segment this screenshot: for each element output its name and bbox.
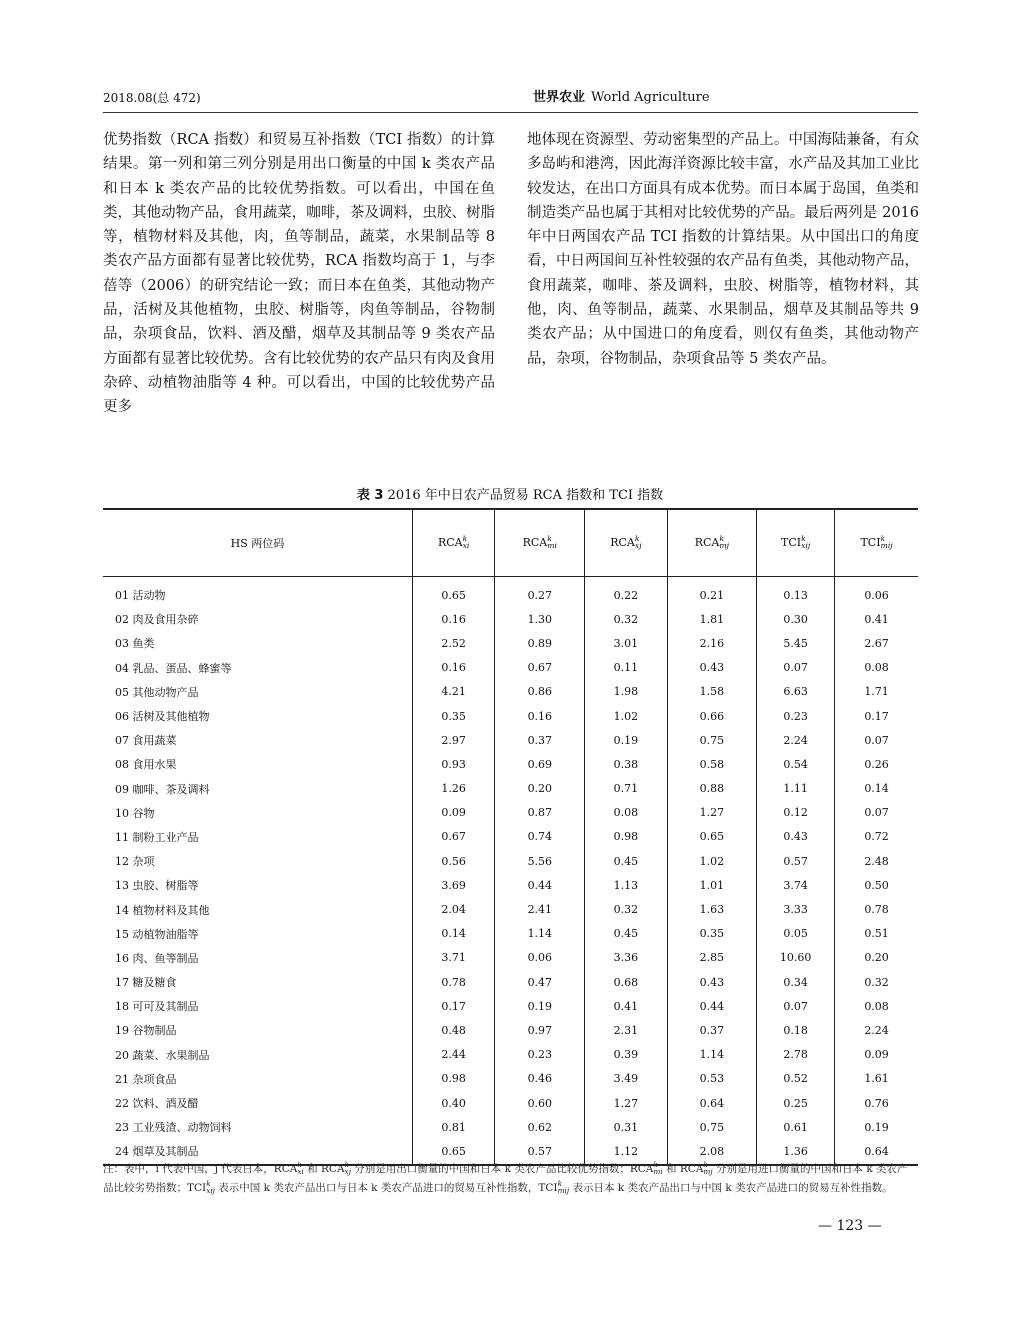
index-value-cell: 6.63 bbox=[757, 680, 835, 704]
hs-code-cell: 19 谷物制品 bbox=[115, 1024, 177, 1038]
table-body bbox=[103, 577, 918, 1165]
table-row bbox=[103, 946, 918, 970]
index-value-cell: 0.32 bbox=[835, 970, 918, 994]
hs-code-cell: 04 乳品、蛋品、蜂蜜等 bbox=[115, 661, 232, 675]
hs-code-cell: 24 烟草及其制品 bbox=[103, 1139, 412, 1164]
index-value-cell: 0.88 bbox=[667, 777, 757, 801]
table-row bbox=[103, 1043, 918, 1067]
index-value-cell: 0.67 bbox=[495, 656, 585, 680]
index-value-cell: 0.71 bbox=[585, 777, 667, 801]
index-value-cell: 2.31 bbox=[585, 1018, 667, 1042]
journal-title-cn: 世界农业 bbox=[533, 90, 586, 105]
index-value-cell: 0.20 bbox=[835, 946, 918, 970]
index-value-cell: 0.67 bbox=[412, 825, 495, 849]
index-value-cell: 2.41 bbox=[495, 897, 585, 921]
index-value-cell: 0.62 bbox=[495, 1115, 585, 1139]
hs-code-cell: 21 杂项食品 bbox=[115, 1072, 177, 1086]
index-value-cell: 0.07 bbox=[757, 656, 835, 680]
index-value-cell: 0.57 bbox=[495, 1139, 585, 1164]
index-value-cell: 2.24 bbox=[757, 728, 835, 752]
index-value-cell: 0.34 bbox=[757, 970, 835, 994]
table-row bbox=[103, 752, 918, 776]
hs-code-cell: 23 工业残渣、动物饲料 bbox=[115, 1121, 232, 1135]
table-note-text: 注：表中，i 代表中国，j 代表日本，RCA k xi 和 RCA k xj 分别是用出口衡量的中国和日本 k 类农产品比较优势指数；RCA k mi 和 RCA k mj 分别是用进口衡量的中国和日本 k 类农产品比较劣势指数；TCI k xij 表示中国 k 类农产品出口与日本 k 类农产品进口的贸易互补性指数，TCI k mij 表示日本 k 类农产品出口与中国 k 类农产品进口的贸易互补性指数。 bbox=[103, 1160, 908, 1195]
index-value-cell: 0.19 bbox=[835, 1115, 918, 1139]
index-value-cell: 0.35 bbox=[412, 704, 495, 728]
index-value-cell: 4.21 bbox=[412, 680, 495, 704]
index-value-cell: 0.72 bbox=[835, 825, 918, 849]
index-value-cell: 0.86 bbox=[495, 680, 585, 704]
index-value-cell: 0.48 bbox=[412, 1018, 495, 1042]
hs-code-cell: 07 食用蔬菜 bbox=[115, 734, 177, 748]
table-row bbox=[103, 1091, 918, 1115]
index-value-cell: 0.76 bbox=[835, 1091, 918, 1115]
table-row bbox=[103, 849, 918, 873]
index-value-cell: 0.78 bbox=[412, 970, 495, 994]
index-value-cell: 0.54 bbox=[757, 752, 835, 776]
index-value-cell: 0.58 bbox=[667, 752, 757, 776]
running-header bbox=[103, 86, 918, 110]
index-value-cell: 0.64 bbox=[835, 1139, 918, 1164]
index-value-cell: 0.14 bbox=[412, 922, 495, 946]
index-value-cell: 2.08 bbox=[667, 1139, 757, 1164]
index-value-cell: 0.98 bbox=[585, 825, 667, 849]
index-value-cell: 0.41 bbox=[835, 607, 918, 631]
hs-code-cell: 06 活树及其他植物 bbox=[115, 710, 210, 724]
index-value-cell: 0.44 bbox=[667, 994, 757, 1018]
index-value-cell: 3.01 bbox=[585, 631, 667, 655]
column-header: RCA k xi bbox=[412, 509, 495, 577]
index-value-cell: 0.39 bbox=[585, 1043, 667, 1067]
index-value-cell: 0.64 bbox=[667, 1091, 757, 1115]
index-value-cell: 0.30 bbox=[757, 607, 835, 631]
table-header-row bbox=[103, 509, 918, 577]
table-note bbox=[103, 1160, 918, 1198]
table-row bbox=[103, 777, 918, 801]
table-row bbox=[103, 922, 918, 946]
index-value-cell: 0.11 bbox=[585, 656, 667, 680]
index-value-cell: 0.05 bbox=[757, 922, 835, 946]
table-row bbox=[103, 1067, 918, 1091]
index-value-cell: 0.98 bbox=[412, 1067, 495, 1091]
index-value-cell: 1.61 bbox=[835, 1067, 918, 1091]
index-value-cell: 0.07 bbox=[835, 801, 918, 825]
index-value-cell: 1.36 bbox=[757, 1139, 835, 1164]
table-row bbox=[103, 577, 918, 608]
index-value-cell: 0.18 bbox=[757, 1018, 835, 1042]
index-value-cell: 0.37 bbox=[667, 1018, 757, 1042]
hs-code-cell: 05 其他动物产品 bbox=[115, 685, 199, 699]
hs-code-cell: 01 活动物 bbox=[115, 589, 166, 603]
index-value-cell: 0.19 bbox=[495, 994, 585, 1018]
index-value-cell: 2.97 bbox=[412, 728, 495, 752]
index-value-cell: 0.74 bbox=[495, 825, 585, 849]
journal-title bbox=[533, 86, 710, 105]
column-header: RCA k mj bbox=[667, 509, 757, 577]
index-value-cell: 0.09 bbox=[412, 801, 495, 825]
table-row bbox=[103, 1115, 918, 1139]
table-row bbox=[103, 994, 918, 1018]
index-value-cell: 1.26 bbox=[412, 777, 495, 801]
index-value-cell: 0.32 bbox=[585, 897, 667, 921]
index-value-cell: 0.87 bbox=[495, 801, 585, 825]
index-value-cell: 1.71 bbox=[835, 680, 918, 704]
index-value-cell: 1.02 bbox=[667, 849, 757, 873]
index-value-cell: 0.61 bbox=[757, 1115, 835, 1139]
index-value-cell: 0.69 bbox=[495, 752, 585, 776]
index-value-cell: 2.44 bbox=[412, 1043, 495, 1067]
hs-code-cell: 22 饮料、酒及醋 bbox=[115, 1097, 199, 1111]
table-row bbox=[103, 656, 918, 680]
index-value-cell: 1.11 bbox=[757, 777, 835, 801]
index-value-cell: 1.27 bbox=[667, 801, 757, 825]
index-value-cell: 0.57 bbox=[757, 849, 835, 873]
hs-code-cell: 09 咖啡、茶及调料 bbox=[115, 782, 210, 796]
index-value-cell: 1.14 bbox=[495, 922, 585, 946]
index-value-cell: 0.43 bbox=[667, 656, 757, 680]
index-value-cell: 2.04 bbox=[412, 897, 495, 921]
index-value-cell: 0.08 bbox=[585, 801, 667, 825]
index-value-cell: 0.65 bbox=[412, 577, 495, 608]
hs-code-cell: 18 可可及其制品 bbox=[115, 1000, 199, 1014]
body-column-right bbox=[527, 128, 919, 371]
hs-code-cell: 11 制粉工业产品 bbox=[115, 830, 199, 844]
index-value-cell: 0.65 bbox=[412, 1139, 495, 1164]
index-value-cell: 3.71 bbox=[412, 946, 495, 970]
index-value-cell: 2.78 bbox=[757, 1043, 835, 1067]
header-rule bbox=[103, 112, 918, 113]
page-number: — 123 — bbox=[818, 1218, 882, 1234]
index-value-cell: 0.12 bbox=[757, 801, 835, 825]
index-value-cell: 0.14 bbox=[835, 777, 918, 801]
hs-code-cell: 15 动植物油脂等 bbox=[115, 927, 199, 941]
index-value-cell: 0.23 bbox=[757, 704, 835, 728]
table-row bbox=[103, 728, 918, 752]
index-value-cell: 1.27 bbox=[585, 1091, 667, 1115]
index-value-cell: 0.21 bbox=[667, 577, 757, 608]
index-value-cell: 0.13 bbox=[757, 577, 835, 608]
index-value-cell: 0.25 bbox=[757, 1091, 835, 1115]
index-value-cell: 0.56 bbox=[412, 849, 495, 873]
index-value-cell: 2.52 bbox=[412, 631, 495, 655]
index-value-cell: 5.56 bbox=[495, 849, 585, 873]
index-value-cell: 0.46 bbox=[495, 1067, 585, 1091]
hs-code-cell: 17 糖及糖食 bbox=[115, 976, 177, 990]
index-value-cell: 0.50 bbox=[835, 873, 918, 897]
index-value-cell: 3.49 bbox=[585, 1067, 667, 1091]
column-header: HS 两位码 bbox=[103, 509, 412, 577]
table-row bbox=[103, 680, 918, 704]
index-value-cell: 0.45 bbox=[585, 849, 667, 873]
index-value-cell: 0.68 bbox=[585, 970, 667, 994]
hs-code-cell: 14 植物材料及其他 bbox=[115, 903, 210, 917]
index-value-cell: 0.06 bbox=[495, 946, 585, 970]
index-value-cell: 0.31 bbox=[585, 1115, 667, 1139]
column-header: RCA k mi bbox=[495, 509, 585, 577]
index-value-cell: 0.45 bbox=[585, 922, 667, 946]
index-value-cell: 3.36 bbox=[585, 946, 667, 970]
index-value-cell: 3.74 bbox=[757, 873, 835, 897]
hs-code-cell: 12 杂项 bbox=[115, 855, 155, 869]
index-value-cell: 1.30 bbox=[495, 607, 585, 631]
index-value-cell: 0.43 bbox=[757, 825, 835, 849]
index-value-cell: 0.81 bbox=[412, 1115, 495, 1139]
table-row bbox=[103, 825, 918, 849]
index-value-cell: 0.66 bbox=[667, 704, 757, 728]
rca-tci-table bbox=[103, 508, 918, 1166]
hs-code-cell: 20 蔬菜、水果制品 bbox=[115, 1048, 210, 1062]
index-value-cell: 0.09 bbox=[835, 1043, 918, 1067]
table-row bbox=[103, 970, 918, 994]
index-value-cell: 0.16 bbox=[412, 656, 495, 680]
body-column-left bbox=[103, 128, 495, 420]
index-value-cell: 0.07 bbox=[835, 728, 918, 752]
table-caption bbox=[0, 484, 1020, 503]
index-value-cell: 0.89 bbox=[495, 631, 585, 655]
index-value-cell: 0.37 bbox=[495, 728, 585, 752]
journal-title-en: World Agriculture bbox=[591, 90, 710, 105]
index-value-cell: 3.69 bbox=[412, 873, 495, 897]
index-value-cell: 0.75 bbox=[667, 728, 757, 752]
index-value-cell: 1.02 bbox=[585, 704, 667, 728]
index-value-cell: 1.01 bbox=[667, 873, 757, 897]
hs-code-cell: 02 肉及食用杂碎 bbox=[115, 613, 199, 627]
index-value-cell: 1.13 bbox=[585, 873, 667, 897]
index-value-cell: 0.44 bbox=[495, 873, 585, 897]
index-value-cell: 0.43 bbox=[667, 970, 757, 994]
hs-code-cell: 16 肉、鱼等制品 bbox=[115, 951, 199, 965]
index-value-cell: 2.24 bbox=[835, 1018, 918, 1042]
issue-label: 2018.08(总 472) bbox=[103, 91, 201, 105]
index-value-cell: 2.85 bbox=[667, 946, 757, 970]
index-value-cell: 0.40 bbox=[412, 1091, 495, 1115]
table-row bbox=[103, 607, 918, 631]
index-value-cell: 0.20 bbox=[495, 777, 585, 801]
index-value-cell: 0.26 bbox=[835, 752, 918, 776]
index-value-cell: 0.06 bbox=[835, 577, 918, 608]
index-value-cell: 1.63 bbox=[667, 897, 757, 921]
table-row bbox=[103, 704, 918, 728]
index-value-cell: 0.16 bbox=[495, 704, 585, 728]
index-value-cell: 2.67 bbox=[835, 631, 918, 655]
index-value-cell: 0.51 bbox=[835, 922, 918, 946]
index-value-cell: 0.41 bbox=[585, 994, 667, 1018]
body-paragraph-right: 地体现在资源型、劳动密集型的产品上。中国海陆兼备，有众多岛屿和港湾，因此海洋资源比较丰富，水产品及其加工业比较发达，在出口方面具有成本优势。而日本属于岛国，鱼类和制造类产品也属于其相对比较优势的产品。最后两列是 2016 年中日两国农产品 TCI 指数的计算结果。从中国出口的角度看，中日两国间互补性较强的农产品有鱼类，其他动物产品，食用蔬菜，咖啡、茶及调料，虫胶、树脂等，植物材料，其他，肉、鱼等制品，蔬菜、水果制品，烟草及其制品等共 9 类农产品；从中国进口的角度看，则仅有鱼类，其他动物产品，杂项，谷物制品，杂项食品等 5 类农产品。 bbox=[527, 132, 919, 367]
index-value-cell: 1.58 bbox=[667, 680, 757, 704]
index-value-cell: 1.12 bbox=[585, 1139, 667, 1164]
index-value-cell: 10.60 bbox=[757, 946, 835, 970]
index-value-cell: 0.75 bbox=[667, 1115, 757, 1139]
index-value-cell: 0.97 bbox=[495, 1018, 585, 1042]
index-value-cell: 0.65 bbox=[667, 825, 757, 849]
index-value-cell: 0.23 bbox=[495, 1043, 585, 1067]
column-header: TCI k xij bbox=[757, 509, 835, 577]
table-row bbox=[103, 1018, 918, 1042]
index-value-cell: 1.98 bbox=[585, 680, 667, 704]
index-value-cell: 0.08 bbox=[835, 656, 918, 680]
index-value-cell: 0.17 bbox=[412, 994, 495, 1018]
index-value-cell: 2.48 bbox=[835, 849, 918, 873]
index-value-cell: 0.53 bbox=[667, 1067, 757, 1091]
table-caption-number: 表 3 bbox=[356, 488, 384, 503]
index-value-cell: 0.17 bbox=[835, 704, 918, 728]
index-value-cell: 5.45 bbox=[757, 631, 835, 655]
column-header: RCA k xj bbox=[585, 509, 667, 577]
column-header: TCI k mij bbox=[835, 509, 918, 577]
table-row bbox=[103, 873, 918, 897]
index-value-cell: 2.16 bbox=[667, 631, 757, 655]
index-value-cell: 0.22 bbox=[585, 577, 667, 608]
index-value-cell: 0.93 bbox=[412, 752, 495, 776]
index-value-cell: 0.78 bbox=[835, 897, 918, 921]
hs-code-cell: 10 谷物 bbox=[115, 806, 155, 820]
index-value-cell: 0.38 bbox=[585, 752, 667, 776]
index-value-cell: 0.52 bbox=[757, 1067, 835, 1091]
index-value-cell: 0.32 bbox=[585, 607, 667, 631]
table-row bbox=[103, 897, 918, 921]
body-paragraph-left: 优势指数（RCA 指数）和贸易互补指数（TCI 指数）的计算结果。第一列和第三列分别是用出口衡量的中国 k 类农产品和日本 k 类农产品的比较优势指数。可以看出，中国在鱼类，其他动物产品，食用蔬菜，咖啡，茶及调料，虫胶、树脂等，植物材料及其他，肉，鱼等制品，蔬菜，水果制品等 8 类农产品方面都有显著比较优势，RCA 指数均高于 1，与李蓓等（2006）的研究结论一致；而日本在鱼类，其他动物产品，活树及其他植物，虫胶、树脂等，肉鱼等制品，谷物制品，杂项食品，饮料、酒及醋，烟草及其制品等 9 类农产品方面都有显著比较优势。含有比较优势的农产品只有肉及食用杂碎、动植物油脂等 4 种。可以看出，中国的比较优势产品更多 bbox=[103, 132, 495, 416]
table-caption-text: 2016 年中日农产品贸易 RCA 指数和 TCI 指数 bbox=[387, 488, 664, 503]
index-value-cell: 0.08 bbox=[835, 994, 918, 1018]
index-value-cell: 0.07 bbox=[757, 994, 835, 1018]
hs-code-cell: 03 鱼类 bbox=[115, 637, 155, 651]
index-value-cell: 3.33 bbox=[757, 897, 835, 921]
table-row bbox=[103, 631, 918, 655]
index-value-cell: 0.60 bbox=[495, 1091, 585, 1115]
index-value-cell: 0.16 bbox=[412, 607, 495, 631]
index-value-cell: 0.27 bbox=[495, 577, 585, 608]
index-value-cell: 0.35 bbox=[667, 922, 757, 946]
index-value-cell: 1.14 bbox=[667, 1043, 757, 1067]
index-value-cell: 1.81 bbox=[667, 607, 757, 631]
hs-code-cell: 13 虫胶、树脂等 bbox=[115, 879, 199, 893]
hs-code-cell: 08 食用水果 bbox=[115, 758, 177, 772]
table-row bbox=[103, 801, 918, 825]
index-value-cell: 0.47 bbox=[495, 970, 585, 994]
index-value-cell: 0.19 bbox=[585, 728, 667, 752]
